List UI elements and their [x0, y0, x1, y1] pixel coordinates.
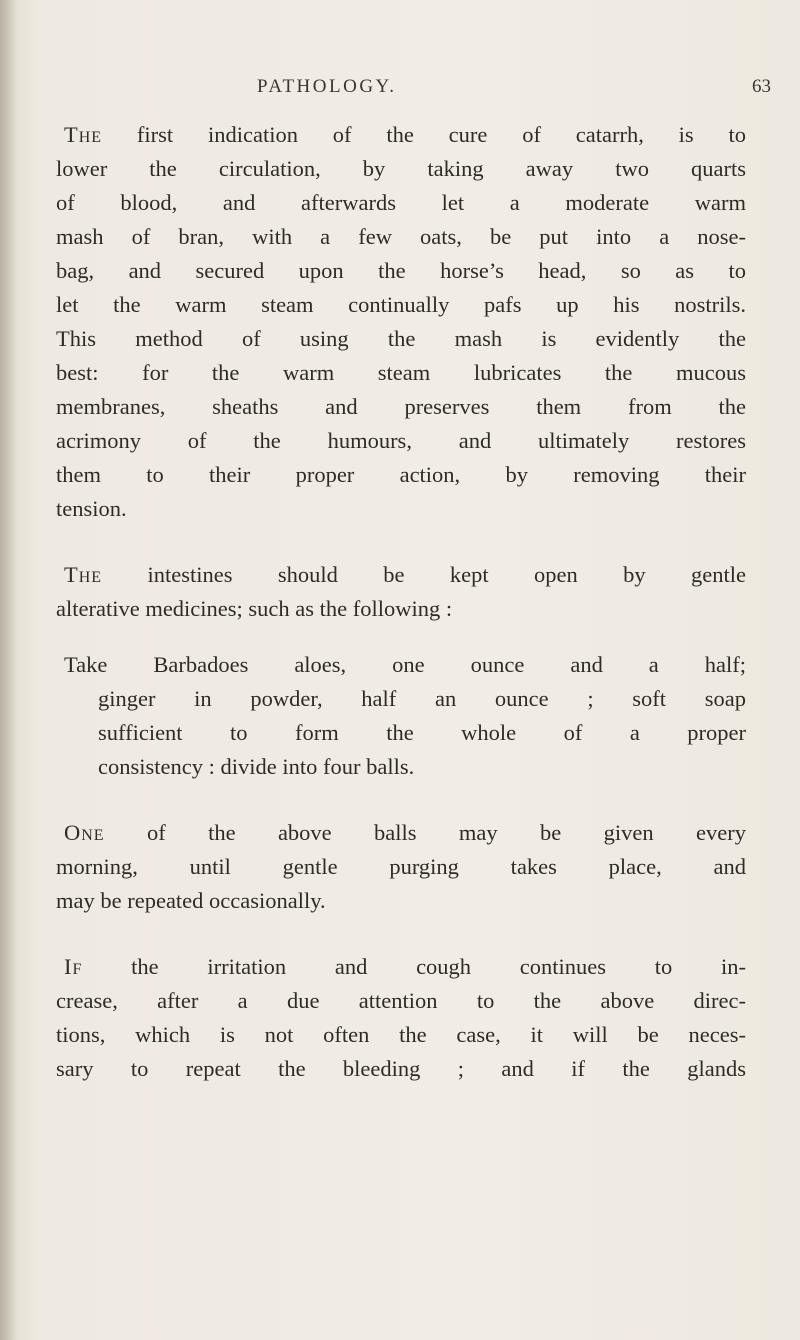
text-line: membranes, sheaths and preserves them from the [56, 394, 746, 419]
text-line: let the warm steam continually pafs up his nostrils. [56, 292, 746, 317]
text-line: best: for the warm steam lubricates the mucous [56, 360, 746, 385]
text-line: bag, and secured upon the horse’s head, so as to [56, 258, 746, 283]
recipe-line: Take Barbadoes aloes, one ounce and a half; [64, 652, 746, 677]
text-line: crease, after a due attention to the above direc- [56, 988, 746, 1013]
paragraph-gap [56, 918, 746, 950]
running-title: PATHOLOGY. [257, 76, 397, 97]
body-text [56, 118, 746, 1086]
running-head [0, 76, 800, 106]
page-number: 63 [752, 76, 771, 97]
recipe-line: consistency : divide into four balls. [98, 754, 415, 779]
paragraph-lead: One [64, 820, 105, 845]
spine-shadow [0, 0, 18, 1340]
text-line: One of the above balls may be given every [64, 820, 746, 845]
recipe-line: sufficient to form the whole of a proper [98, 720, 746, 745]
text-line: acrimony of the humours, and ultimately restores [56, 428, 746, 453]
text-line: may be repeated occasionally. [56, 888, 326, 913]
text-line: This method of using the mash is evidently the [56, 326, 746, 351]
text-line: them to their proper action, by removing their [56, 462, 746, 487]
paragraph-catarrh-cure [56, 118, 746, 526]
paragraph-gap [56, 526, 746, 558]
text-line: The intestines should be kept open by gentle [64, 562, 746, 587]
text-line: morning, until gentle purging takes place, and [56, 854, 746, 879]
paragraph-lead: The [64, 122, 103, 147]
paragraph-gap [56, 626, 746, 648]
paragraph-lead: If [64, 954, 83, 979]
paragraph-gap [56, 784, 746, 816]
text-line: lower the circulation, by taking away two quarts [56, 156, 746, 181]
text-line: mash of bran, with a few oats, be put into a nose- [56, 224, 746, 249]
text-line: tension. [56, 496, 127, 521]
text-line: If the irritation and cough continues to in- [64, 954, 746, 979]
recipe-block [56, 648, 746, 784]
paragraph-lead: The [64, 562, 103, 587]
paragraph-dosage [56, 816, 746, 918]
text-line: sary to repeat the bleeding ; and if the glands [56, 1056, 746, 1081]
text-line: tions, which is not often the case, it will be neces- [56, 1022, 746, 1047]
paragraph-intestines [56, 558, 746, 626]
text-line: of blood, and afterwards let a moderate warm [56, 190, 746, 215]
text-line: alterative medicines; such as the following : [56, 596, 453, 621]
paragraph-irritation [56, 950, 746, 1086]
recipe-line: ginger in powder, half an ounce ; soft soap [98, 686, 746, 711]
text-line: The first indication of the cure of catarrh, is to [64, 122, 746, 147]
